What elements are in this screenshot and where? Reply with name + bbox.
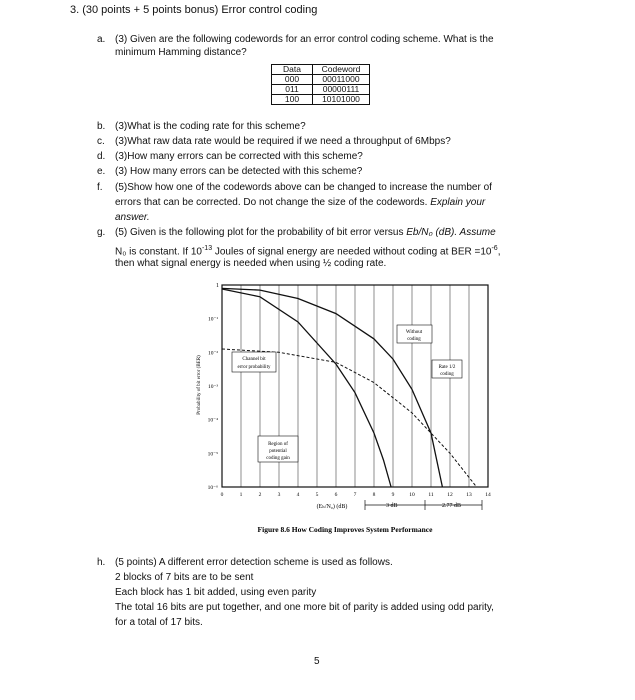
part-f-line2-text: errors that can be corrected. Do not change the size of the codewords. <box>115 197 428 208</box>
annotation-rate-half-1: Rate 1/2 <box>438 365 456 370</box>
page-number: 5 <box>314 656 320 667</box>
series-line-rate-1-2-coding <box>222 289 391 487</box>
part-a-line1: (3) Given are the following codewords for an error control coding scheme. What is the <box>115 34 494 45</box>
gain-label-3db: 3 dB <box>386 503 398 509</box>
x-tick-label: 7 <box>353 492 357 498</box>
table-cell: 000 <box>272 75 313 85</box>
x-tick-label: 6 <box>334 492 338 498</box>
question-header: 3. (30 points + 5 points bonus) Error control coding <box>70 4 318 16</box>
part-g-line1 <box>115 227 496 239</box>
series-line-without-coding <box>222 288 442 487</box>
x-tick-label: 2 <box>258 492 262 498</box>
y-tick-labels <box>208 317 219 491</box>
gain-label-277db: 2.77 dB <box>442 503 462 509</box>
part-a-line2: minimum Hamming distance? <box>115 47 247 58</box>
part-g-line2-sup: -13 <box>201 245 213 252</box>
part-h-marker: h. <box>97 557 106 568</box>
ber-chart <box>0 275 635 535</box>
annotation-region-1: Region of <box>268 442 288 447</box>
part-g-marker: g. <box>97 227 106 238</box>
part-e-marker: e. <box>97 166 106 177</box>
part-d-marker: d. <box>97 151 106 162</box>
part-b-text: (3)What is the coding rate for this scheme? <box>115 121 306 132</box>
part-h-line1: (5 points) A different error detection scheme is used as follows. <box>115 557 393 568</box>
codeword-table <box>271 64 370 105</box>
table-cell: 100 <box>272 95 313 105</box>
x-tick-labels <box>221 492 491 498</box>
x-tick-label: 5 <box>315 492 319 498</box>
part-h-line4: The total 16 bits are put together, and one more bit of parity is added using odd parity, <box>115 602 494 613</box>
annotation-rate-half-2: coding <box>440 372 454 377</box>
x-tick-label: 0 <box>220 492 224 498</box>
table-cell: 10101000 <box>313 95 370 105</box>
part-h-line5: for a total of 17 bits. <box>115 617 203 628</box>
part-d-text: (3)How many errors can be corrected with this scheme? <box>115 151 363 162</box>
y-tick-label: 10⁻⁵ <box>207 451 218 458</box>
table-header-codeword: Codeword <box>313 65 370 75</box>
part-f-line1: (5)Show how one of the codewords above can be changed to increase the number of <box>115 182 492 193</box>
x-tick-label: 14 <box>485 492 491 498</box>
part-f-line3: answer. <box>115 212 150 223</box>
annotation-without-coding-1: Without <box>405 330 423 335</box>
x-tick-label: 10 <box>409 492 415 498</box>
x-tick-label: 12 <box>447 492 453 498</box>
annotation-channel-bit-2: error probability <box>237 365 271 370</box>
y-axis-label: Probability of bit error (BER) <box>197 355 202 415</box>
table-row <box>272 75 370 85</box>
part-h-line2: 2 blocks of 7 bits are to be sent <box>115 572 254 583</box>
part-f-line2 <box>115 197 485 209</box>
part-f-line2-italic: Explain your <box>430 197 486 208</box>
part-c-marker: c. <box>97 136 105 147</box>
x-tick-label: 4 <box>296 492 300 498</box>
x-tick-label: 9 <box>391 492 395 498</box>
annotation-region-3: coding gain <box>266 456 290 461</box>
y-tick-label: 10⁻³ <box>207 384 218 390</box>
annotation-region-2: potential <box>269 449 287 454</box>
table-cell: 011 <box>272 85 313 95</box>
part-g-line2-a: N₀ is constant. If 10 <box>115 246 202 258</box>
y-tick-label: 10⁻² <box>207 350 218 357</box>
x-tick-label: 8 <box>372 492 376 498</box>
y-tick-label: 10⁻⁴ <box>207 417 218 424</box>
part-g-line2-sup2: -6 <box>491 245 498 252</box>
part-g-line1-b: Eb/N₀ (dB). Assume <box>406 227 496 238</box>
y-tick-label: 10⁻⁶ <box>207 485 218 491</box>
part-h-line3: Each block has 1 bit added, using even parity <box>115 587 317 598</box>
annotation-channel-bit-1: Channel bit <box>242 357 266 362</box>
table-header-data: Data <box>272 65 313 75</box>
part-b-marker: b. <box>97 121 106 132</box>
y-axis-top-tick: 1 <box>216 283 219 289</box>
table-cell: 00000111 <box>313 85 370 95</box>
part-c-text: (3)What raw data rate would be required if we need a throughput of 6Mbps? <box>115 136 451 147</box>
x-tick-label: 11 <box>428 492 434 498</box>
part-g-line2-b: Joules of signal energy are needed without coding at BER =10 <box>214 246 492 258</box>
part-a-marker: a. <box>97 34 106 45</box>
part-g-line2-c: , <box>497 246 501 258</box>
table-row <box>272 85 370 95</box>
figure-caption: Figure 8.6 How Coding Improves System Performance <box>257 525 433 534</box>
part-f-marker: f. <box>97 182 103 193</box>
table-cell: 00011000 <box>313 75 370 85</box>
part-e-text: (3) How many errors can be detected with this scheme? <box>115 166 363 177</box>
table-row <box>272 95 370 105</box>
annotation-without-coding-2: coding <box>407 337 421 342</box>
x-tick-label: 3 <box>277 492 281 498</box>
part-g-line1-a: (5) Given is the following plot for the probability of bit error versus <box>115 227 404 238</box>
x-axis-label: (Eₕ/N₀) (dB) <box>316 504 348 510</box>
x-tick-label: 1 <box>239 492 243 498</box>
part-g-line2 <box>115 243 500 258</box>
x-tick-label: 13 <box>466 492 472 498</box>
part-g-line3: then what signal energy is needed when using ½ coding rate. <box>115 258 387 269</box>
y-tick-label: 10⁻¹ <box>207 316 218 323</box>
